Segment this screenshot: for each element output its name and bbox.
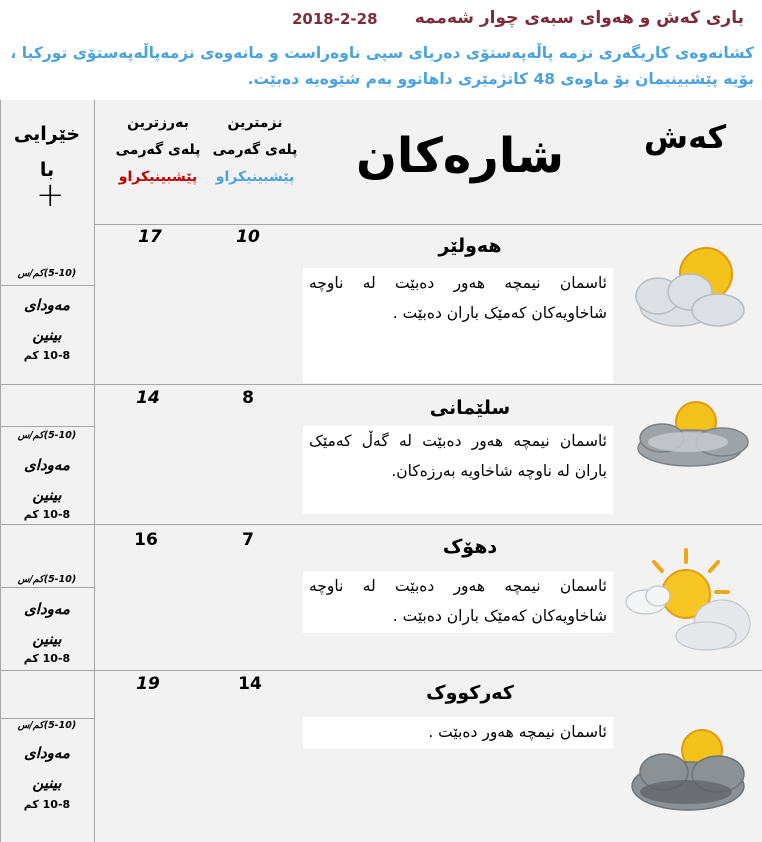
row3-max-temp: 16 (134, 530, 158, 550)
row4-city: کەرکووک (426, 682, 514, 704)
row4-visibility-distance: 10-8 کم (23, 798, 71, 811)
sun-behind-storm-cloud-icon (626, 724, 756, 824)
column-cities-header: شارەکان (355, 128, 565, 184)
row2-visibility-distance: 10-8 کم (23, 508, 71, 521)
forecast-date: 2018-2-28 (292, 10, 378, 28)
row1-city: هەولێر (438, 235, 502, 257)
row4-visibility-label1: مەودای (24, 744, 70, 762)
row1-visibility-label1: مەودای (24, 296, 70, 314)
row3-min-temp: 7 (242, 530, 254, 550)
column-min-header (200, 110, 310, 191)
max-label-3: پێشبینیکراو (118, 169, 198, 185)
row4-visibility-label2: بینین (32, 774, 62, 792)
column-max-header (108, 110, 208, 191)
row2-city: سلێمانی (429, 397, 511, 419)
row3-visibility (2, 594, 92, 654)
row4-description: ئاسمان نیمچە هەور دەبێت . (303, 717, 613, 749)
row4-wind: (5-10)کم/س (17, 720, 77, 731)
row2-description: ئاسمان نیمچە هەور دەبێت لە گەڵ کەمێک باران لە ناوچە شاخاویە بەرزەکان. (303, 426, 613, 514)
min-label-1: نزمترین (227, 115, 283, 131)
row3-visibility-distance: 10-8 کم (23, 652, 71, 665)
row2-wind: (5-10)کم/س (17, 430, 77, 441)
row2-visibility-label2: بینین (32, 486, 62, 504)
column-weather-header: کەش (643, 118, 727, 156)
row2-visibility-label1: مەودای (24, 456, 70, 474)
max-label-1: بەرزترین (127, 115, 189, 131)
row3-wind: (5-10)کم/س (17, 574, 77, 585)
sun-with-cloud-icon (624, 546, 754, 656)
wind-label-2: با (39, 159, 55, 181)
row1-wind: (5-10)کم/س (17, 268, 77, 279)
row1-max-temp: 17 (138, 227, 162, 247)
plus-icon: + (36, 175, 65, 215)
row1-description: ئاسمان نیمچە هەور دەبێت لە ناوچە شاخاویەکان کەمێک باران دەبێت . (303, 268, 613, 383)
row3-description: ئاسمان نیمچە هەور دەبێت لە ناوچە شاخاویەکان کەمێک باران دەبێت . (303, 571, 613, 633)
row1-visibility-label2: بینین (32, 326, 62, 344)
min-label-3: پێشبینیکراو (215, 169, 295, 185)
row2-max-temp: 14 (136, 388, 160, 408)
page-title: باری کەش و هەوای سبەی چوار شەممە (414, 8, 744, 28)
intro-text: کشانەوەی کاریگەری نزمە پاڵەپەستۆی دەریای سپی ناوەراست و مانەوەی نزمەپاڵەپەستۆی تورکیا ، بۆیە پێشبینیمان بۆ ماوەی 48 کاتژمێری داهاتوو بەم شێوەیە دەبێت. (10, 44, 754, 88)
wind-label-1: خێرایی (13, 123, 81, 145)
row3-city: دهۆک (442, 536, 498, 558)
row4-visibility (2, 738, 92, 798)
row3-visibility-label2: بینین (32, 630, 62, 648)
row2-min-temp: 8 (242, 388, 254, 408)
sun-behind-cloud-icon (628, 238, 756, 338)
min-label-2: پلەی گەرمی (212, 142, 298, 158)
max-label-2: پلەی گەرمی (115, 142, 201, 158)
row2-visibility (2, 450, 92, 510)
row4-max-temp: 19 (136, 674, 160, 694)
row1-min-temp: 10 (236, 227, 260, 247)
row1-visibility (2, 290, 92, 350)
row3-visibility-label1: مەودای (24, 600, 70, 618)
row4-min-temp: 14 (238, 674, 262, 694)
sun-behind-dark-cloud-icon (628, 394, 754, 474)
row1-visibility-distance: 10-8 کم (23, 349, 71, 362)
